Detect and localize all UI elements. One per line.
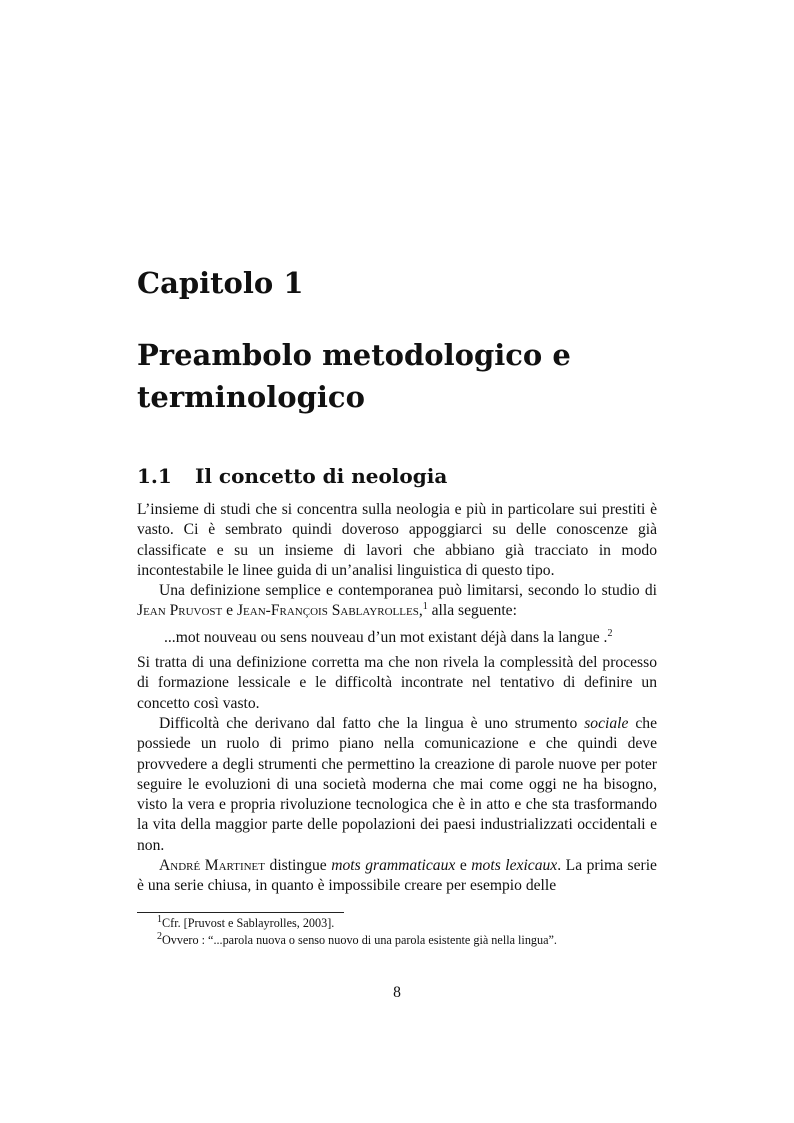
paragraph-4 (137, 714, 657, 856)
paragraph-4-text-a: Difficoltà che derivano dal fatto che la lingua è uno strumento (159, 714, 585, 732)
paragraph-5 (137, 856, 657, 897)
footnote-2-mark: 2 (157, 930, 162, 942)
emphasis-mots-grammaticaux: mots grammaticaux (331, 857, 456, 875)
author-name-martinet: André Martinet (159, 857, 265, 875)
emphasis-mots-lexicaux: mots lexicaux (471, 857, 558, 875)
body-text (137, 500, 657, 897)
paragraph-2: Una definizione semplice e contemporanea può limitarsi, secondo lo studio di Jean Pruvost e Jean-François Sablayrolles,$^1$ alla seguente: (137, 582, 657, 620)
footnote-divider (137, 912, 344, 913)
block-quote (164, 628, 613, 648)
paragraph-5-text-a: distingue (265, 857, 332, 875)
section-title-text: Il concetto di neologia (195, 464, 448, 488)
footnote-2 (157, 932, 657, 949)
paragraph-2-text-a: Una definizione semplice e contemporanea può limitarsi, secondo lo studio di (159, 582, 657, 600)
paragraph-4-text-b: che possiede un ruolo di primo piano nella comunicazione e che quindi deve provvedere a degli strumenti che permettino la creazione di parole nuove per poter seguire le evoluzioni di una società moderna che mai come oggi ne ha bisogno, visto la vera e propria rivoluzione tecnologica che è in atto e che sta trasformando la vita della maggior parte delle popolazioni dei paesi industrializzati occidentali e non. (137, 714, 657, 854)
section-heading (137, 462, 447, 490)
chapter-title: Preambolo metodologico e terminologico (137, 338, 571, 414)
chapter-label: Capitolo 1 (137, 266, 304, 300)
page-number: 8 (393, 984, 401, 1001)
paragraph-5-text-b: e (455, 857, 472, 875)
author-name-pruvost: Jean Pruvost (137, 602, 223, 620)
footnote-2-text: Ovvero : “...parola nuova o senso nuovo di una parola esistente già nella lingua”. (162, 933, 557, 947)
footnote-1-mark: 1 (157, 913, 162, 925)
section-number: 1.1 (137, 464, 172, 488)
paragraph-5-text-c: . La prima serie è una serie chiusa, in quanto è impossibile creare per esempio delle (137, 857, 657, 895)
paragraph-3: Si tratta di una definizione corretta ma che non rivela la complessità del processo di formazione lessicale e le difficoltà incontrate nel tentativo di definire un concetto così vasto. (137, 654, 657, 712)
author-name-sablayrolles: Jean-François Sablayrolles (236, 602, 419, 620)
paragraph-1: L’insieme di studi che si concentra sulla neologia e più in particolare sui prestiti è vasto. Ci è sembrato quindi doveroso appoggiarci su delle conoscenze già classificate e su un insieme di lavori che abbiano già tracciato in modo incontestabile le linee guida di un’analisi linguistica di questo tipo. (137, 501, 657, 579)
emphasis-sociale: sociale (584, 714, 629, 732)
footnote-ref-2: 2 (607, 627, 613, 639)
paragraph-2-and: e (222, 602, 237, 620)
block-quote-text: ...mot nouveau ou sens nouveau d’un mot existant déjà dans la langue . (164, 628, 608, 646)
footnotes (137, 912, 657, 949)
paragraph-2-text-b: alla seguente: (427, 602, 517, 620)
footnote-1-text: Cfr. [Pruvost e Sablayrolles, 2003]. (162, 916, 335, 930)
footnote-ref-1: 1 (422, 601, 428, 613)
footnote-1 (157, 915, 657, 932)
